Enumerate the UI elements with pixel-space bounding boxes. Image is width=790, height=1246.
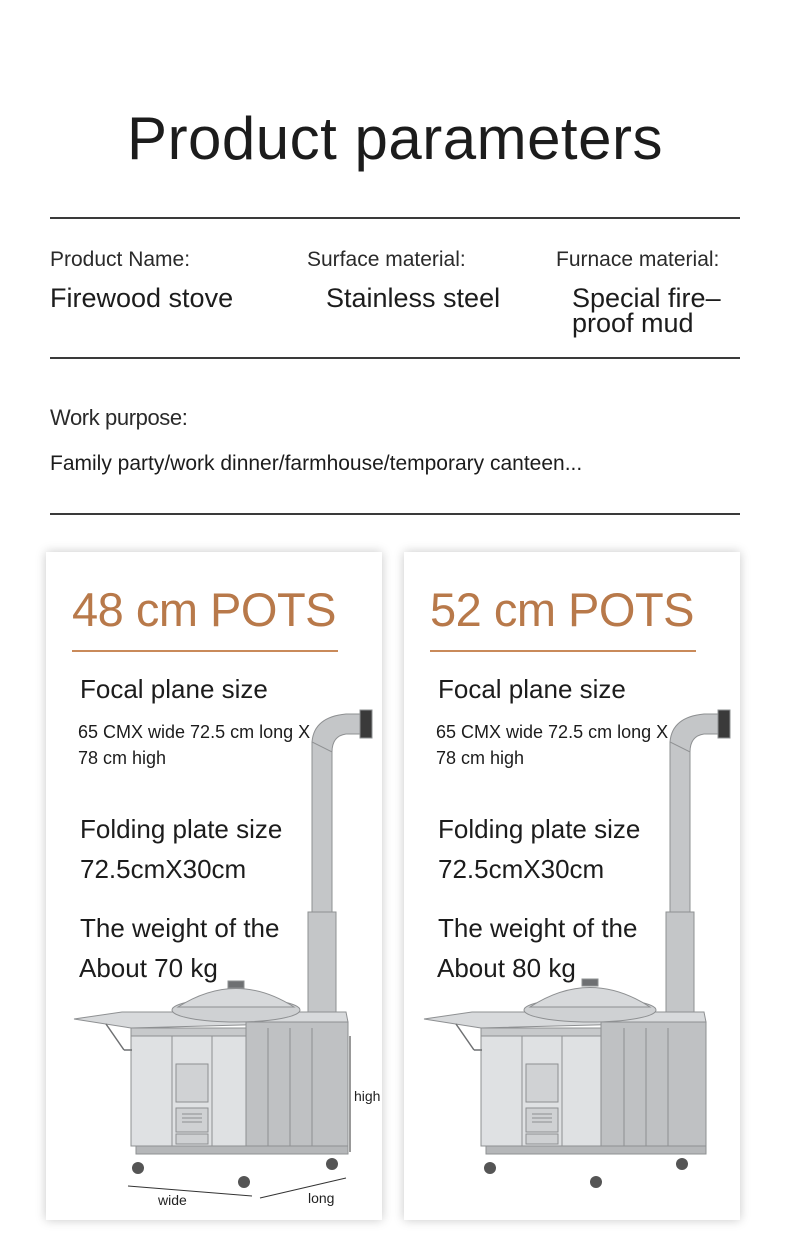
dimension-high-label: high [354, 1088, 381, 1104]
casters [132, 1158, 338, 1188]
stove-illustration [46, 552, 382, 1220]
pot-card-52 [404, 552, 740, 1220]
focal-plane-value: 65 CMX wide 72.5 cm long X 78 cm high [436, 722, 669, 768]
card-title-underline [72, 650, 338, 652]
pot-card-48 [46, 552, 382, 1220]
dimension-long-label: long [308, 1190, 335, 1206]
furnace-material-value-line-1: Special fire– [572, 283, 721, 313]
work-purpose-value: Family party/work dinner/farmhouse/temporary canteen... [50, 452, 583, 475]
focal-plane-label: Focal plane size [438, 674, 626, 704]
folding-plate-value: 72.5cmX30cm [438, 854, 605, 884]
pot-lid [524, 979, 656, 1022]
surface-material-value-line: Stainless steel [326, 283, 501, 313]
top-divider [50, 217, 740, 219]
casters [484, 1158, 688, 1188]
weight-label: The weight of the [438, 913, 638, 943]
focal-plane-label: Focal plane size [80, 674, 268, 704]
surface-material-label: Surface material: [307, 248, 466, 271]
folding-plate-value: 72.5cmX30cm [80, 854, 247, 884]
folding-plate-label: Folding plate size [80, 814, 283, 844]
page-title: Product parameters [127, 105, 663, 172]
weight-label: The weight of the [80, 913, 280, 943]
furnace-material-value-line-2: proof mud [572, 308, 694, 338]
work-purpose-label: Work purpose: [50, 405, 188, 430]
card-title: 48 cm POTS [72, 583, 337, 636]
surface-material-value [326, 283, 501, 313]
stove-body [74, 1012, 348, 1154]
furnace-material-label: Furnace material: [556, 248, 720, 271]
focal-plane-value: 65 CMX wide 72.5 cm long X 78 cm high [78, 722, 311, 768]
product-name-value [50, 283, 234, 313]
stove-body [424, 1012, 706, 1154]
stove-illustration [404, 552, 740, 1220]
product-name-label: Product Name: [50, 248, 191, 271]
pot-lid [172, 981, 300, 1022]
weight-value: About 70 kg [79, 953, 218, 983]
product-name-value-line: Firewood stove [50, 283, 234, 313]
card-title-underline [430, 650, 696, 652]
weight-value: About 80 kg [437, 953, 576, 983]
card-title: 52 cm POTS [430, 583, 695, 636]
bottom-divider [50, 513, 740, 515]
middle-divider [50, 357, 740, 359]
dimension-wide-label: wide [158, 1192, 187, 1208]
furnace-material-value [572, 283, 721, 338]
folding-plate-label: Folding plate size [438, 814, 641, 844]
